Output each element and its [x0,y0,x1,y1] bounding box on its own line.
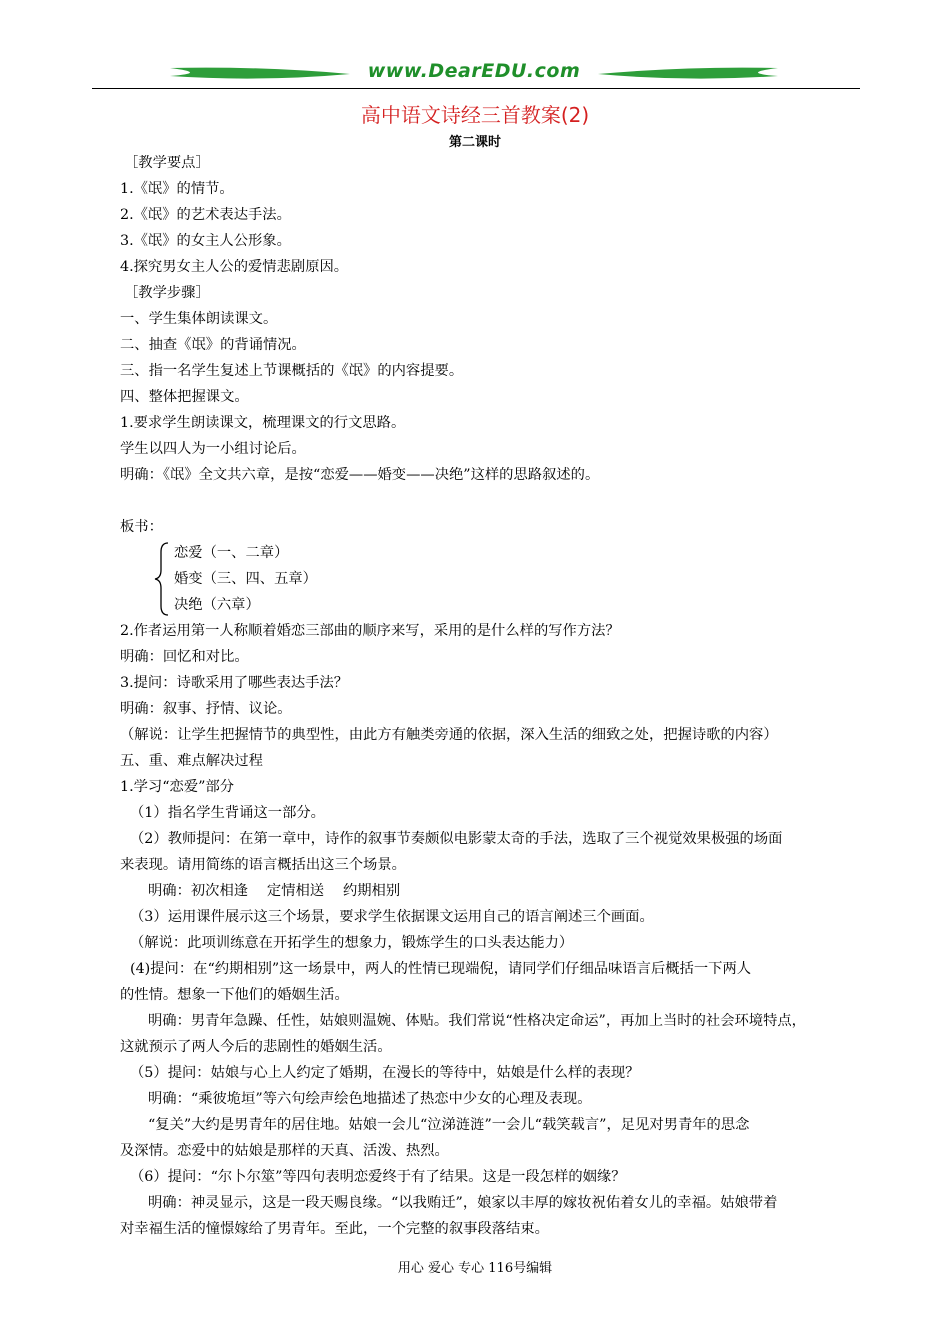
board-item: 决绝（六章） [174,597,260,613]
text-line: 明确：男青年急躁、任性，姑娘则温婉、体贴。我们常说“性格决定命运”，再加上当时的社会环境特点， [148,1013,806,1029]
text-line: 板书： [120,519,163,535]
site-logo-text: www.DearEDU.com [367,60,581,82]
header-rule [92,88,860,89]
text-line: “复关”大约是男青年的居住地。姑娘一会儿“泣涕涟涟”一会儿“载笑载言”，足见对男青年的思念 [148,1117,750,1133]
board-outline [120,540,864,618]
text-line: 1.学习“恋爱”部分 [120,779,235,795]
board-item: 恋爱（一、二章） [174,545,289,561]
text-line: （6）提问：“尔卜尔筮”等四句表明恋爱终于有了结果。这是一段怎样的姻缘？ [130,1169,626,1185]
text-line: 三、指一名学生复述上节课概括的《氓》的内容提要。 [120,363,464,379]
text-line: 二、抽查《氓》的背诵情况。 [120,337,306,353]
text-line: （解说：此项训练意在开拓学生的想象力，锻炼学生的口头表达能力） [130,935,574,951]
board-item: 婚变（三、四、五章） [174,571,317,587]
site-banner [170,62,778,86]
document-body [120,150,864,1242]
text-line: 明确：初次相逢 定情相送 约期相别 [148,883,401,899]
text-line: 对幸福生活的憧憬嫁给了男青年。至此，一个完整的叙事段落结束。 [120,1221,549,1237]
text-line: （1）指名学生背诵这一部分。 [130,805,325,821]
text-line: 及深情。恋爱中的姑娘是那样的天真、活泼、热烈。 [120,1143,449,1159]
text-line: 来表现。请用简练的语言概括出这三个场景。 [120,857,406,873]
text-line: 的性情。想象一下他们的婚姻生活。 [120,987,349,1003]
section-heading: ［教学步骤］ [124,285,210,301]
text-line: 2.《氓》的艺术表达手法。 [120,207,291,223]
text-line: 明确：神灵显示，这是一段天赐良缘。“以我贿迁”，娘家以丰厚的嫁妆祝佑着女儿的幸福。姑娘带着 [148,1195,778,1211]
text-line: 1.《氓》的情节。 [120,181,234,197]
text-line: 2.作者运用第一人称顺着婚恋三部曲的顺序来写，采用的是什么样的写作方法？ [120,623,620,639]
text-line: 明确：回忆和对比。 [120,649,249,665]
text-line: 四、整体把握课文。 [120,389,249,405]
text-line: （3）运用课件展示这三个场景，要求学生依据课文运用自己的语言阐述三个画面。 [130,909,654,925]
section-heading: ［教学要点］ [124,155,210,171]
text-line: （解说：让学生把握情节的典型性，由此方有触类旁通的依据，深入生活的细致之处，把握诗歌的内容） [120,727,778,743]
document-subtitle: 第二课时 [448,135,501,150]
text-line: 1.要求学生朗读课文，梳理课文的行文思路。 [120,415,406,431]
text-line: 一、学生集体朗读课文。 [120,311,278,327]
text-line: 明确：“乘彼垝垣”等六句绘声绘色地描述了热恋中少女的心理及表现。 [148,1091,592,1107]
text-line: 明确：《氓》全文共六章，是按“恋爱——婚变——决绝”这样的思路叙述的。 [120,467,600,483]
text-line: 4.探究男女主人公的爱情悲剧原因。 [120,259,349,275]
text-line: 五、重、难点解决过程 [120,753,263,769]
text-line: 明确：叙事、抒情、议论。 [120,701,292,717]
text-line: 学生以四人为一小组讨论后。 [120,441,306,457]
text-line: 3.《氓》的女主人公形象。 [120,233,291,249]
text-line: （5）提问：姑娘与心上人约定了婚期，在漫长的等待中，姑娘是什么样的表现？ [130,1065,640,1081]
text-line: 这就预示了两人今后的悲剧性的婚姻生活。 [120,1039,392,1055]
curly-brace-icon [152,540,172,618]
text-line: 3.提问：诗歌采用了哪些表达手法？ [120,675,349,691]
page-footer: 用心 爱心 专心 116号编辑 [397,1261,553,1276]
text-line: （2）教师提问：在第一章中，诗作的叙事节奏颇似电影蒙太奇的手法，选取了三个视觉效果极强的场面 [130,831,783,847]
text-line: (4)提问：在“约期相别”这一场景中，两人的性情已现端倪，请同学们仔细品味语言后概括一下两人 [130,961,752,977]
document-title: 高中语文诗经三首教案(2) [360,103,590,127]
